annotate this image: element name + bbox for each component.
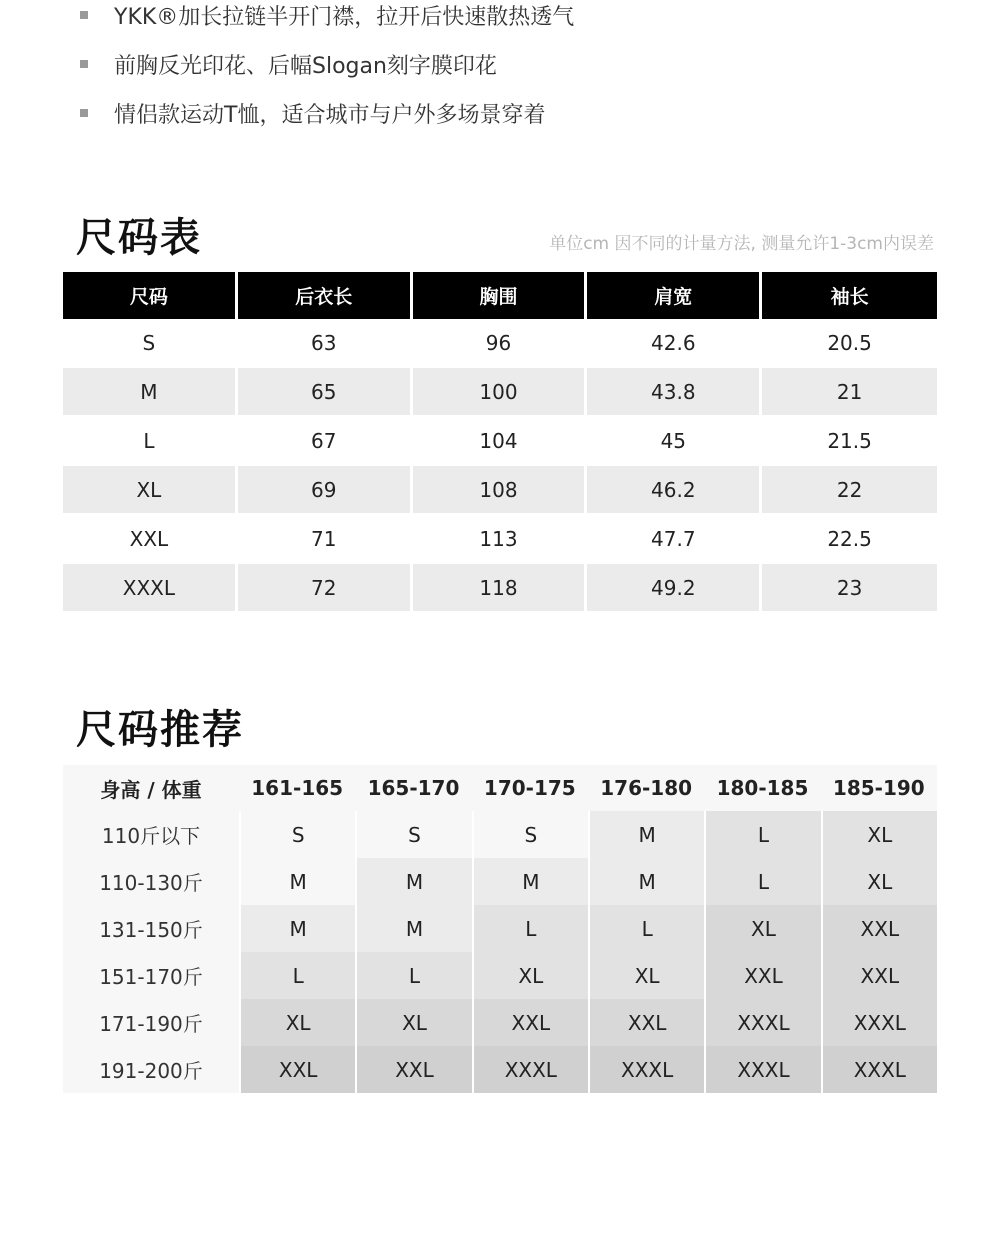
- table-cell: XL: [821, 811, 937, 858]
- header-cell: 胸围: [413, 272, 588, 319]
- table-cell: XXXL: [472, 1046, 588, 1093]
- table-cell: XXXL: [821, 1046, 937, 1093]
- feature-item: [80, 98, 545, 128]
- feature-text: 情侣款运动T恤，适合城市与户外多场景穿着: [114, 102, 546, 128]
- table-cell: 69: [238, 464, 413, 515]
- size-recommendation-table: [63, 765, 937, 1093]
- header-cell: 袖长: [762, 272, 937, 319]
- table-row: [63, 858, 937, 905]
- row-label: 171-190斤: [63, 999, 239, 1046]
- table-cell: 22: [762, 464, 937, 515]
- table-cell: 49.2: [587, 562, 762, 613]
- table-cell: L: [63, 417, 238, 464]
- table-row: [63, 811, 937, 858]
- feature-item: [80, 0, 574, 30]
- row-label: 151-170斤: [63, 952, 239, 999]
- size-chart-title: 尺码表: [76, 215, 202, 261]
- table-cell: S: [472, 811, 588, 858]
- table-cell: 22.5: [827, 526, 872, 551]
- table-cell: XXL: [704, 952, 820, 999]
- table-cell: XXXL: [588, 1046, 704, 1093]
- table-cell: L: [472, 905, 588, 952]
- table-cell: 65: [238, 366, 413, 417]
- header-cell: 161-165: [239, 765, 355, 811]
- header-cell: 180-185: [704, 765, 820, 811]
- table-cell: L: [588, 905, 704, 952]
- table-cell: S: [355, 811, 471, 858]
- table-cell: XL: [239, 999, 355, 1046]
- header-cell: 165-170: [355, 765, 471, 811]
- measurement-note: 单位cm 因不同的计量方法, 测量允许1-3cm内误差: [549, 234, 934, 254]
- table-cell: L: [239, 952, 355, 999]
- row-label: 110-130斤: [63, 858, 239, 905]
- table-cell: 67: [238, 417, 413, 464]
- table-row: [63, 417, 937, 464]
- table-cell: 104: [413, 417, 588, 464]
- row-label: 191-200斤: [63, 1046, 239, 1093]
- row-label: 131-150斤: [63, 905, 239, 952]
- table-cell: M: [472, 858, 588, 905]
- table-cell: 21.5: [827, 428, 872, 453]
- table-cell: 108: [413, 464, 588, 515]
- table-cell: 63: [238, 319, 413, 366]
- square-bullet-icon: [80, 109, 88, 117]
- table-row: [63, 905, 937, 952]
- row-label: 110斤以下: [63, 811, 239, 858]
- table-cell: XL: [63, 464, 238, 515]
- square-bullet-icon: [80, 60, 88, 68]
- table-cell: 43.8: [587, 366, 762, 417]
- table-cell: L: [704, 811, 820, 858]
- table-cell: M: [355, 905, 471, 952]
- table-cell: XXL: [588, 999, 704, 1046]
- table-cell: L: [704, 858, 820, 905]
- table-cell: XL: [472, 952, 588, 999]
- table-cell: XXL: [239, 1046, 355, 1093]
- square-bullet-icon: [80, 11, 88, 19]
- table-cell: XXL: [63, 515, 238, 562]
- recommendation-header-row: [63, 765, 937, 811]
- table-row: [63, 1046, 937, 1093]
- table-cell: M: [588, 858, 704, 905]
- table-row: [63, 952, 937, 999]
- table-cell: S: [239, 811, 355, 858]
- table-cell: 45: [587, 417, 762, 464]
- table-cell: XXL: [821, 905, 937, 952]
- header-cell: 肩宽: [587, 272, 762, 319]
- table-cell: M: [355, 858, 471, 905]
- table-row: [63, 464, 937, 515]
- table-cell: M: [239, 905, 355, 952]
- header-cell: 尺码: [63, 272, 238, 319]
- table-cell: XXL: [355, 1046, 471, 1093]
- table-cell: 46.2: [587, 464, 762, 515]
- table-cell: XXL: [472, 999, 588, 1046]
- header-cell: 身高 / 体重: [63, 765, 239, 811]
- table-cell: 23: [762, 562, 937, 613]
- feature-text: YKK®加长拉链半开门襟，拉开后快速散热透气: [114, 4, 575, 30]
- table-cell: XXXL: [704, 1046, 820, 1093]
- table-cell: M: [63, 366, 238, 417]
- header-cell: 170-175: [472, 765, 588, 811]
- feature-text: 前胸反光印花、后幅Slogan刻字膜印花: [114, 53, 497, 79]
- table-cell: 100: [413, 366, 588, 417]
- header-cell: 后衣长: [238, 272, 413, 319]
- table-row: [63, 319, 937, 366]
- size-recommendation-title: 尺码推荐: [76, 707, 244, 753]
- table-cell: M: [588, 811, 704, 858]
- table-cell: XL: [704, 905, 820, 952]
- size-chart-header-row: [63, 272, 937, 319]
- table-cell: XXXL: [704, 999, 820, 1046]
- table-cell: L: [355, 952, 471, 999]
- table-row: [63, 366, 937, 417]
- table-cell: 96: [413, 319, 588, 366]
- table-cell: XXXL: [821, 999, 937, 1046]
- table-cell: 47.7: [587, 515, 762, 562]
- table-cell: XL: [821, 858, 937, 905]
- table-cell: 118: [413, 562, 588, 613]
- table-cell: M: [239, 858, 355, 905]
- table-cell: XXXL: [63, 562, 238, 613]
- table-cell: 42.6: [587, 319, 762, 366]
- table-cell: XL: [355, 999, 471, 1046]
- header-cell: 176-180: [588, 765, 704, 811]
- table-cell: 72: [238, 562, 413, 613]
- table-cell: 21: [762, 366, 937, 417]
- table-cell: 113: [413, 515, 588, 562]
- table-cell: XL: [588, 952, 704, 999]
- table-cell: 20.5: [827, 330, 872, 355]
- header-cell: 185-190: [821, 765, 937, 811]
- table-row: [63, 562, 937, 613]
- table-row: [63, 999, 937, 1046]
- table-cell: 71: [238, 515, 413, 562]
- size-chart-table: [63, 272, 937, 613]
- table-row: [63, 515, 937, 562]
- table-cell: XXL: [821, 952, 937, 999]
- feature-item: [80, 49, 497, 79]
- table-cell: S: [63, 319, 238, 366]
